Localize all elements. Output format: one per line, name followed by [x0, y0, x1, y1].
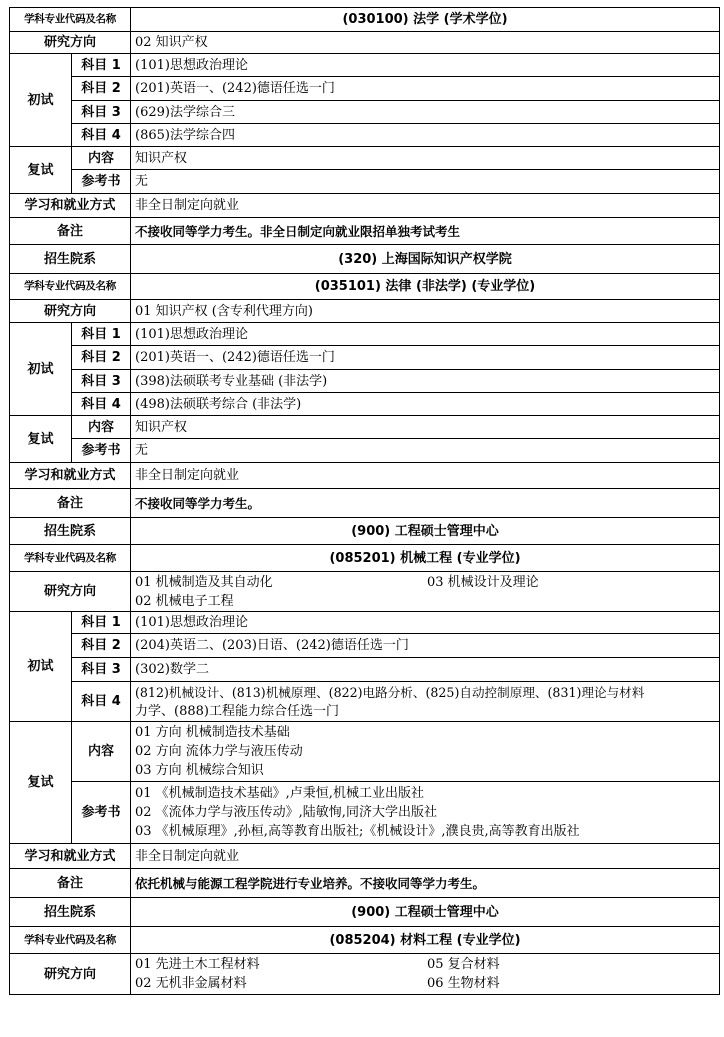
refbook-label: 参考书 — [72, 170, 131, 194]
direction-label: 研究方向 — [10, 954, 131, 995]
direction-item: 01 先进土木工程材料 — [135, 957, 260, 972]
study-mode-value: 非全日制定向就业 — [131, 844, 720, 869]
subject3-value: (302)数学二 — [131, 658, 720, 682]
table-row — [10, 346, 720, 370]
table-row — [10, 722, 720, 782]
table-row — [10, 954, 720, 995]
study-mode-label: 学习和就业方式 — [10, 194, 131, 218]
direction-item: 03 机械设计及理论 — [427, 574, 539, 590]
table-row — [10, 463, 720, 489]
table-row — [10, 658, 720, 682]
study-mode-value: 非全日制定向就业 — [131, 463, 720, 489]
table-row — [10, 844, 720, 869]
table-row — [10, 869, 720, 898]
subject4-value: (865)法学综合四 — [131, 124, 720, 147]
department-label: 招生院系 — [10, 518, 131, 545]
table-row — [10, 489, 720, 518]
content-label: 内容 — [72, 722, 131, 782]
subject2-value: (204)英语二、(203)日语、(242)德语任选一门 — [131, 634, 720, 658]
table-row — [10, 101, 720, 124]
subject4-line: 力学、(888)工程能力综合任选一门 — [135, 703, 339, 719]
direction-value — [131, 572, 720, 612]
subject4-label: 科目 4 — [72, 393, 131, 416]
table-row — [10, 682, 720, 722]
direction-item: 01 机械制造及其自动化 — [135, 574, 273, 590]
direction-value: 01 知识产权 (含专利代理方向) — [131, 300, 720, 323]
table-row — [10, 612, 720, 634]
code-name-label: 学科专业代码及名称 — [10, 927, 131, 954]
direction-item: 02 无机非金属材料 — [135, 976, 247, 991]
table-row — [10, 782, 720, 844]
program-title: (085201) 机械工程 (专业学位) — [131, 545, 720, 572]
subject4-line: (812)机械设计、(813)机械原理、(822)电路分析、(825)自动控制原理、(831)理论与材料 — [135, 684, 645, 700]
subject3-label: 科目 3 — [72, 658, 131, 682]
prelim-label: 初试 — [10, 54, 72, 147]
table-row — [10, 54, 720, 77]
table-row — [10, 274, 720, 300]
table-row — [10, 898, 720, 927]
remarks-value: 依托机械与能源工程学院进行专业培养。不接收同等学力考生。 — [131, 869, 720, 898]
table-row — [10, 572, 720, 612]
table-row — [10, 194, 720, 218]
table-row — [10, 32, 720, 54]
remarks-label: 备注 — [10, 218, 131, 245]
subject2-label: 科目 2 — [72, 77, 131, 101]
subject4-label: 科目 4 — [72, 124, 131, 147]
subject1-label: 科目 1 — [72, 323, 131, 346]
program-title: (035101) 法律 (非法学) (专业学位) — [131, 274, 720, 300]
content-label: 内容 — [72, 416, 131, 439]
direction-value — [131, 954, 720, 995]
retest-label: 复试 — [10, 147, 72, 194]
subject1-value: (101)思想政治理论 — [131, 323, 720, 346]
table-row — [10, 300, 720, 323]
direction-label: 研究方向 — [10, 32, 131, 54]
remarks-value: 不接收同等学力考生。 — [131, 489, 720, 518]
remarks-label: 备注 — [10, 869, 131, 898]
content-line: 02 方向 流体力学与液压传动 — [135, 744, 303, 759]
table-row — [10, 170, 720, 194]
code-name-label: 学科专业代码及名称 — [10, 545, 131, 572]
subject1-value: (101)思想政治理论 — [131, 612, 720, 634]
direction-label: 研究方向 — [10, 572, 131, 612]
content-value — [131, 722, 720, 782]
refbook-line: 02 《流体力学与液压传动》,陆敏恂,同济大学出版社 — [135, 805, 437, 820]
subject3-value: (629)法学综合三 — [131, 101, 720, 124]
retest-label: 复试 — [10, 416, 72, 463]
direction-item: 06 生物材料 — [427, 976, 500, 991]
refbook-label: 参考书 — [72, 782, 131, 844]
table-row — [10, 545, 720, 572]
content-line: 03 方向 机械综合知识 — [135, 763, 264, 778]
table-row — [10, 218, 720, 245]
content-value: 知识产权 — [131, 147, 720, 170]
refbook-line: 01 《机械制造技术基础》,卢秉恒,机械工业出版社 — [135, 786, 424, 801]
refbook-value: 无 — [131, 170, 720, 194]
remarks-label: 备注 — [10, 489, 131, 518]
subject3-label: 科目 3 — [72, 101, 131, 124]
remarks-value: 不接收同等学力考生。非全日制定向就业限招单独考试考生 — [131, 218, 720, 245]
program-title: (030100) 法学 (学术学位) — [131, 8, 720, 32]
subject1-label: 科目 1 — [72, 612, 131, 634]
refbook-value: 无 — [131, 439, 720, 463]
subject3-label: 科目 3 — [72, 370, 131, 393]
code-name-label: 学科专业代码及名称 — [10, 8, 131, 32]
content-line: 01 方向 机械制造技术基础 — [135, 725, 290, 740]
study-mode-label: 学习和就业方式 — [10, 844, 131, 869]
subject3-value: (398)法硕联考专业基础 (非法学) — [131, 370, 720, 393]
table-row — [10, 518, 720, 545]
table-row — [10, 147, 720, 170]
table-row — [10, 439, 720, 463]
prelim-label: 初试 — [10, 323, 72, 416]
study-mode-value: 非全日制定向就业 — [131, 194, 720, 218]
study-mode-label: 学习和就业方式 — [10, 463, 131, 489]
direction-item: 02 机械电子工程 — [135, 593, 234, 609]
table-row — [10, 124, 720, 147]
subject2-label: 科目 2 — [72, 346, 131, 370]
code-name-label: 学科专业代码及名称 — [10, 274, 131, 300]
table-row — [10, 245, 720, 274]
admission-table — [9, 7, 720, 995]
table-row — [10, 77, 720, 101]
table-row — [10, 370, 720, 393]
subject4-label: 科目 4 — [72, 682, 131, 722]
department-value: (900) 工程硕士管理中心 — [131, 898, 720, 927]
refbook-label: 参考书 — [72, 439, 131, 463]
table-row — [10, 416, 720, 439]
subject1-label: 科目 1 — [72, 54, 131, 77]
refbook-line: 03 《机械原理》,孙桓,高等教育出版社;《机械设计》,濮良贵,高等教育出版社 — [135, 824, 580, 839]
subject4-value: (498)法硕联考综合 (非法学) — [131, 393, 720, 416]
retest-label: 复试 — [10, 722, 72, 844]
content-value: 知识产权 — [131, 416, 720, 439]
subject1-value: (101)思想政治理论 — [131, 54, 720, 77]
table-row — [10, 393, 720, 416]
program-title: (085204) 材料工程 (专业学位) — [131, 927, 720, 954]
subject2-label: 科目 2 — [72, 634, 131, 658]
subject2-value: (201)英语一、(242)德语任选一门 — [131, 346, 720, 370]
table-row — [10, 634, 720, 658]
department-label: 招生院系 — [10, 898, 131, 927]
content-label: 内容 — [72, 147, 131, 170]
subject2-value: (201)英语一、(242)德语任选一门 — [131, 77, 720, 101]
prelim-label: 初试 — [10, 612, 72, 722]
direction-label: 研究方向 — [10, 300, 131, 323]
direction-value: 02 知识产权 — [131, 32, 720, 54]
department-label: 招生院系 — [10, 245, 131, 274]
department-value: (900) 工程硕士管理中心 — [131, 518, 720, 545]
table-row — [10, 8, 720, 32]
direction-item: 05 复合材料 — [427, 957, 500, 972]
department-value: (320) 上海国际知识产权学院 — [131, 245, 720, 274]
refbook-value — [131, 782, 720, 844]
subject4-value — [131, 682, 720, 722]
table-row — [10, 927, 720, 954]
table-row — [10, 323, 720, 346]
